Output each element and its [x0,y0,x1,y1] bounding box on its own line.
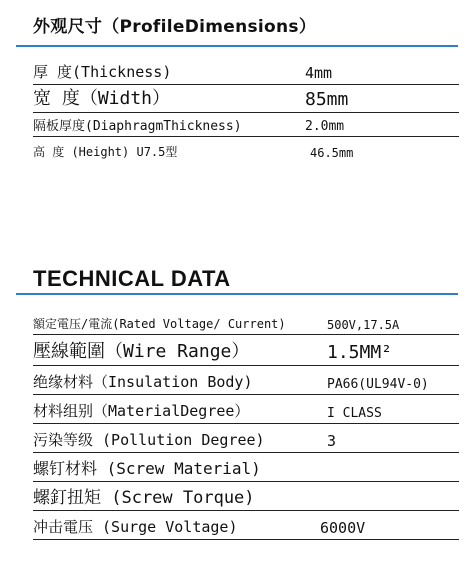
spec-label: 螺钉材料 (Screw Material) [33,459,261,478]
spec-label: 高 度 (Height) U7.5型 [33,145,178,159]
spec-label: 螺釘扭矩 (Screw Torque) [33,488,255,508]
spec-value: 1.5MM² [327,342,393,363]
spec-label: 厚 度(Thickness) [33,63,172,81]
spec-label: 绝缘材料（Insulation Body) [33,373,253,391]
spec-row-material-degree [33,394,459,424]
spec-value: 4mm [305,64,333,82]
spec-value: 2.0mm [305,119,345,134]
spec-row-height [33,136,459,170]
spec-row-width [33,84,459,113]
spec-value: 6000V [320,519,366,537]
technical-data-title: TECHNICAL DATA [33,266,231,291]
spec-value: PA66(UL94V-0) [327,377,429,392]
spec-row-pollution-degree [33,423,459,453]
spec-label: 材料组别（MaterialDegree） [33,402,250,420]
technical-title-rule [16,293,458,295]
spec-row-surge-voltage [33,510,459,540]
spec-value: 3 [327,432,337,450]
spec-value: 85mm [305,89,349,110]
spec-label: 宽 度（Width） [33,88,171,109]
spec-value: 46.5mm [310,146,354,160]
spec-row-screw-material [33,452,459,482]
spec-value: 500V,17.5A [327,318,400,332]
spec-value: I CLASS [327,406,382,421]
spec-label: 冲击電压 (Surge Voltage) [33,518,238,536]
spec-label: 額定電压/電流(Rated Voltage/ Current) [33,317,286,331]
spec-label: 壓線範圍（Wire Range） [33,341,250,362]
spec-row-wire-range [33,334,459,366]
spec-row-diaphragm-thickness [33,112,459,137]
profile-title-rule [16,45,458,47]
spec-row-thickness [33,56,459,85]
profile-dimensions-title: 外观尺寸（ProfileDimensions） [33,17,317,37]
spec-row-insulation-body [33,365,459,395]
spec-label: 隔板厚度(DiaphragmThickness) [33,119,242,134]
spec-row-rated-voltage [33,306,459,335]
spec-label: 污染等级 (Pollution Degree) [33,431,265,449]
spec-row-screw-torque [33,481,459,511]
